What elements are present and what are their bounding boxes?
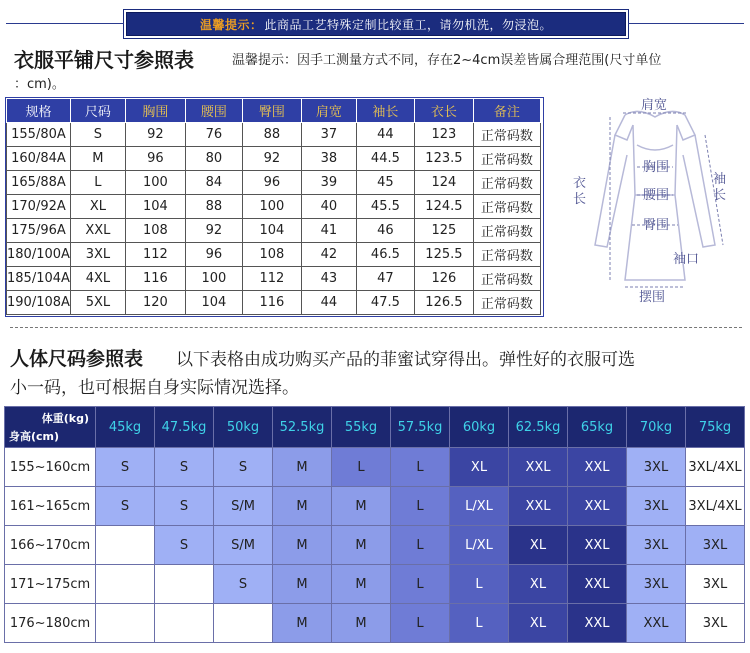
size-table-cell: 124.5 bbox=[414, 195, 473, 219]
recommended-size-cell: S/M bbox=[214, 526, 273, 565]
size-table-cell: 126.5 bbox=[414, 291, 473, 315]
size-table-cell: 39 bbox=[301, 171, 356, 195]
recommended-size-cell: XXL bbox=[568, 448, 627, 487]
size-table-cell: 160/84A bbox=[7, 147, 71, 171]
size-table-cell: 112 bbox=[125, 243, 185, 267]
size-table-cell: 185/104A bbox=[7, 267, 71, 291]
recommended-size-cell: XXL bbox=[568, 604, 627, 643]
garment-size-note: 温馨提示：因手工测量方式不同，存在2~4cm误差皆属合理范围(尺寸单位 bbox=[232, 53, 662, 68]
recommended-size-cell: L bbox=[391, 604, 450, 643]
recommended-size-cell bbox=[96, 526, 155, 565]
table-row bbox=[5, 604, 745, 643]
size-table-cell: 43 bbox=[301, 267, 356, 291]
size-table-cell: 104 bbox=[242, 219, 301, 243]
size-table-cell: 92 bbox=[125, 123, 185, 147]
recommended-size-cell bbox=[155, 565, 214, 604]
weight-header-cell: 45kg bbox=[96, 407, 155, 448]
recommended-size-cell: 3XL bbox=[627, 487, 686, 526]
size-table-cell: 80 bbox=[185, 147, 242, 171]
size-table-cell: 175/96A bbox=[7, 219, 71, 243]
size-table-cell: XXL bbox=[70, 219, 125, 243]
size-table-cell: 45.5 bbox=[356, 195, 414, 219]
size-table-cell: 88 bbox=[185, 195, 242, 219]
size-table-header: 臀围 bbox=[242, 99, 301, 123]
recommended-size-cell: L bbox=[391, 565, 450, 604]
recommended-size-cell: XL bbox=[509, 604, 568, 643]
size-table-header: 规格 bbox=[7, 99, 71, 123]
size-table-cell: 46.5 bbox=[356, 243, 414, 267]
recommended-size-cell: 3XL bbox=[686, 604, 745, 643]
recommended-size-cell: S bbox=[96, 487, 155, 526]
size-table-cell: 42 bbox=[301, 243, 356, 267]
recommended-size-cell: S bbox=[214, 448, 273, 487]
size-table-cell: 123 bbox=[414, 123, 473, 147]
recommended-size-cell: XL bbox=[450, 448, 509, 487]
size-table-cell: 190/108A bbox=[7, 291, 71, 315]
size-table-cell: 44.5 bbox=[356, 147, 414, 171]
size-table-cell: S bbox=[70, 123, 125, 147]
diagram-sleeve-label-1: 袖 bbox=[713, 172, 727, 187]
size-table-cell: 155/80A bbox=[7, 123, 71, 147]
height-row-header: 171~175cm bbox=[5, 565, 96, 604]
banner-rule-right bbox=[628, 23, 744, 24]
size-table-cell: 正常码数 bbox=[473, 291, 540, 315]
table-row bbox=[7, 267, 541, 291]
garment-size-table bbox=[6, 98, 541, 315]
size-table-cell: 170/92A bbox=[7, 195, 71, 219]
recommended-size-cell: 3XL/4XL bbox=[686, 487, 745, 526]
recommended-size-cell: S bbox=[155, 526, 214, 565]
size-table-header: 衣长 bbox=[414, 99, 473, 123]
size-table-cell: 正常码数 bbox=[473, 195, 540, 219]
diagram-cuff-label: 袖口 bbox=[673, 252, 700, 267]
size-table-cell: 46 bbox=[356, 219, 414, 243]
weight-header-cell: 55kg bbox=[332, 407, 391, 448]
size-table-header: 肩宽 bbox=[301, 99, 356, 123]
body-size-table bbox=[4, 406, 745, 643]
weight-header-cell: 52.5kg bbox=[273, 407, 332, 448]
diagram-length-label-2: 长 bbox=[573, 192, 587, 207]
size-table-header: 尺码 bbox=[70, 99, 125, 123]
recommended-size-cell: XXL bbox=[627, 604, 686, 643]
weight-header-cell: 75kg bbox=[686, 407, 745, 448]
size-table-cell: 4XL bbox=[70, 267, 125, 291]
size-table-cell: 40 bbox=[301, 195, 356, 219]
size-table-cell: 37 bbox=[301, 123, 356, 147]
table-row bbox=[7, 171, 541, 195]
recommended-size-cell bbox=[96, 565, 155, 604]
diagram-length-label-1: 衣 bbox=[573, 176, 587, 191]
care-notice-banner bbox=[126, 12, 626, 36]
size-table-cell: 44 bbox=[301, 291, 356, 315]
diagram-sleeve-label-2: 长 bbox=[713, 188, 727, 203]
weight-header-cell: 62.5kg bbox=[509, 407, 568, 448]
recommended-size-cell: XXL bbox=[509, 487, 568, 526]
height-row-header: 166~170cm bbox=[5, 526, 96, 565]
height-row-header: 176~180cm bbox=[5, 604, 96, 643]
size-table-cell: 124 bbox=[414, 171, 473, 195]
recommended-size-cell: XXL bbox=[568, 565, 627, 604]
size-table-cell: L bbox=[70, 171, 125, 195]
table-row bbox=[7, 123, 541, 147]
size-table-cell: 125 bbox=[414, 219, 473, 243]
size-table-cell: 92 bbox=[242, 147, 301, 171]
size-table-cell: 88 bbox=[242, 123, 301, 147]
recommended-size-cell: M bbox=[273, 565, 332, 604]
diagram-hip-label: 臀围 bbox=[643, 218, 670, 233]
weight-axis-label: 体重(kg) bbox=[41, 412, 89, 425]
body-size-title: 人体尺码参照表 bbox=[10, 348, 144, 370]
weight-header-cell: 57.5kg bbox=[391, 407, 450, 448]
table-row bbox=[5, 526, 745, 565]
table-row bbox=[7, 195, 541, 219]
size-table-cell: 47.5 bbox=[356, 291, 414, 315]
size-table-cell: 104 bbox=[125, 195, 185, 219]
size-table-cell: 96 bbox=[185, 243, 242, 267]
size-table-cell: 100 bbox=[185, 267, 242, 291]
size-table-cell: 44 bbox=[356, 123, 414, 147]
recommended-size-cell: L bbox=[391, 487, 450, 526]
size-table-cell: 96 bbox=[242, 171, 301, 195]
size-table-cell: 100 bbox=[125, 171, 185, 195]
weight-header-cell: 47.5kg bbox=[155, 407, 214, 448]
recommended-size-cell: L bbox=[450, 604, 509, 643]
size-table-cell: 100 bbox=[242, 195, 301, 219]
table-row bbox=[7, 243, 541, 267]
recommended-size-cell: XXL bbox=[509, 448, 568, 487]
size-table-cell: 84 bbox=[185, 171, 242, 195]
table-row bbox=[7, 291, 541, 315]
size-table-cell: 116 bbox=[242, 291, 301, 315]
weight-header-cell: 50kg bbox=[214, 407, 273, 448]
size-table-cell: XL bbox=[70, 195, 125, 219]
recommended-size-cell bbox=[96, 604, 155, 643]
table-row bbox=[5, 565, 745, 604]
banner-text: 此商品工艺特殊定制比较重工，请勿机洗，勿浸泡。 bbox=[264, 17, 553, 32]
recommended-size-cell: L bbox=[391, 526, 450, 565]
size-table-cell: 126 bbox=[414, 267, 473, 291]
recommended-size-cell: XXL bbox=[568, 526, 627, 565]
size-table-cell: 正常码数 bbox=[473, 267, 540, 291]
table-row bbox=[7, 219, 541, 243]
recommended-size-cell: L bbox=[332, 448, 391, 487]
recommended-size-cell: XL bbox=[509, 526, 568, 565]
size-table-cell: 3XL bbox=[70, 243, 125, 267]
recommended-size-cell: S/M bbox=[214, 487, 273, 526]
weight-header-cell: 60kg bbox=[450, 407, 509, 448]
recommended-size-cell: S bbox=[155, 448, 214, 487]
size-table-header: 袖长 bbox=[356, 99, 414, 123]
section-divider bbox=[10, 327, 742, 328]
size-table-cell: 45 bbox=[356, 171, 414, 195]
recommended-size-cell: 3XL/4XL bbox=[686, 448, 745, 487]
recommended-size-cell: 3XL bbox=[627, 526, 686, 565]
recommended-size-cell: 3XL bbox=[686, 526, 745, 565]
table-row bbox=[5, 487, 745, 526]
table-corner-cell bbox=[5, 407, 96, 448]
recommended-size-cell: L/XL bbox=[450, 526, 509, 565]
size-table-cell: 165/88A bbox=[7, 171, 71, 195]
size-table-cell: M bbox=[70, 147, 125, 171]
recommended-size-cell: M bbox=[273, 526, 332, 565]
recommended-size-cell: L bbox=[391, 448, 450, 487]
recommended-size-cell: S bbox=[214, 565, 273, 604]
size-table-cell: 120 bbox=[125, 291, 185, 315]
recommended-size-cell bbox=[214, 604, 273, 643]
size-table-cell: 96 bbox=[125, 147, 185, 171]
size-table-cell: 正常码数 bbox=[473, 171, 540, 195]
size-table-cell: 123.5 bbox=[414, 147, 473, 171]
height-row-header: 161~165cm bbox=[5, 487, 96, 526]
height-axis-label: 身高(cm) bbox=[9, 430, 60, 443]
size-table-cell: 104 bbox=[185, 291, 242, 315]
size-table-cell: 108 bbox=[242, 243, 301, 267]
size-table-cell: 125.5 bbox=[414, 243, 473, 267]
diagram-shoulder-label: 肩宽 bbox=[641, 98, 668, 113]
size-table-cell: 108 bbox=[125, 219, 185, 243]
size-table-cell: 正常码数 bbox=[473, 219, 540, 243]
weight-header-cell: 70kg bbox=[627, 407, 686, 448]
recommended-size-cell: M bbox=[273, 604, 332, 643]
recommended-size-cell: M bbox=[332, 487, 391, 526]
size-table-cell: 76 bbox=[185, 123, 242, 147]
height-row-header: 155~160cm bbox=[5, 448, 96, 487]
dress-diagram bbox=[565, 95, 745, 315]
recommended-size-cell: M bbox=[332, 565, 391, 604]
recommended-size-cell: S bbox=[96, 448, 155, 487]
size-table-cell: 47 bbox=[356, 267, 414, 291]
size-table-cell: 5XL bbox=[70, 291, 125, 315]
recommended-size-cell: M bbox=[273, 487, 332, 526]
size-table-header: 备注 bbox=[473, 99, 540, 123]
size-table-cell: 41 bbox=[301, 219, 356, 243]
recommended-size-cell: XL bbox=[509, 565, 568, 604]
recommended-size-cell: S bbox=[155, 487, 214, 526]
size-table-cell: 正常码数 bbox=[473, 147, 540, 171]
size-table-cell: 正常码数 bbox=[473, 123, 540, 147]
recommended-size-cell: L/XL bbox=[450, 487, 509, 526]
size-table-cell: 180/100A bbox=[7, 243, 71, 267]
body-size-note-cont: 小一码，也可根据自身实际情况选择。 bbox=[10, 378, 299, 398]
recommended-size-cell: M bbox=[273, 448, 332, 487]
recommended-size-cell: L bbox=[450, 565, 509, 604]
size-table-cell: 112 bbox=[242, 267, 301, 291]
weight-header-cell: 65kg bbox=[568, 407, 627, 448]
recommended-size-cell: 3XL bbox=[627, 565, 686, 604]
recommended-size-cell: M bbox=[332, 604, 391, 643]
size-table-cell: 92 bbox=[185, 219, 242, 243]
size-table-cell: 38 bbox=[301, 147, 356, 171]
size-table-header: 腰围 bbox=[185, 99, 242, 123]
table-row bbox=[5, 448, 745, 487]
recommended-size-cell: 3XL bbox=[686, 565, 745, 604]
body-size-note: 以下表格由成功购买产品的菲蜜试穿得出。弹性好的衣服可选 bbox=[176, 350, 635, 370]
size-table-cell: 正常码数 bbox=[473, 243, 540, 267]
size-table-header: 胸围 bbox=[125, 99, 185, 123]
recommended-size-cell: M bbox=[332, 526, 391, 565]
garment-size-note-cont: ：cm)。 bbox=[14, 77, 65, 92]
recommended-size-cell bbox=[155, 604, 214, 643]
banner-rule-left bbox=[6, 23, 124, 24]
diagram-waist-label: 腰围 bbox=[643, 188, 670, 203]
recommended-size-cell: XXL bbox=[568, 487, 627, 526]
recommended-size-cell: 3XL bbox=[627, 448, 686, 487]
diagram-hem-label: 摆围 bbox=[639, 290, 666, 305]
diagram-bust-label: 胸围 bbox=[643, 160, 670, 175]
table-row bbox=[7, 147, 541, 171]
garment-size-title: 衣服平铺尺寸参照表 bbox=[14, 48, 194, 72]
banner-label: 温馨提示： bbox=[199, 17, 263, 32]
size-table-cell: 116 bbox=[125, 267, 185, 291]
